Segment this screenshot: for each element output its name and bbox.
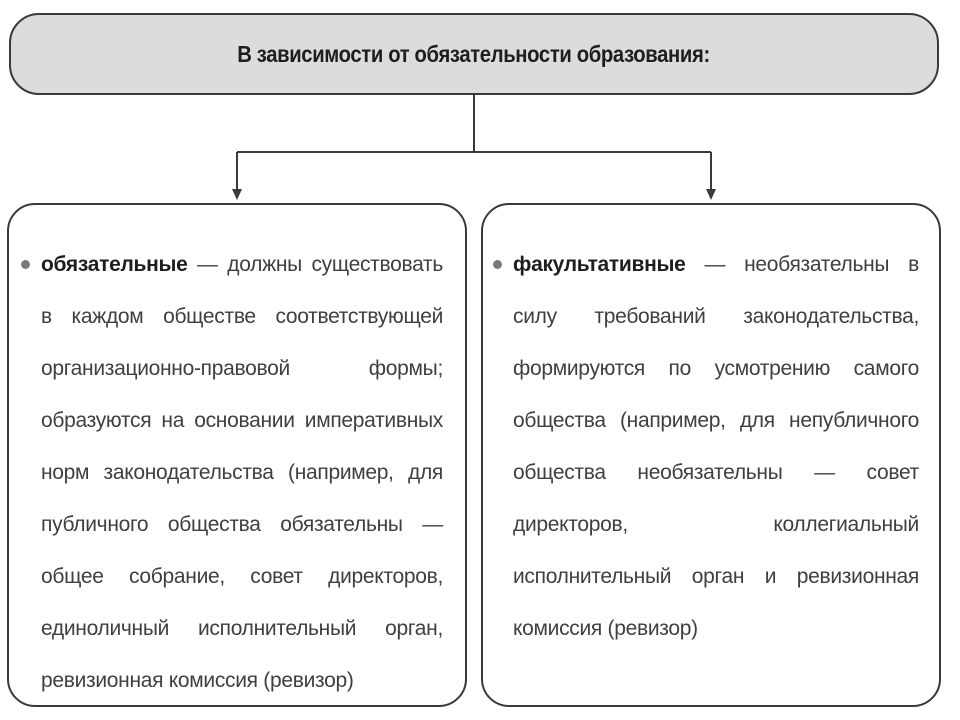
connector-lines: [0, 0, 960, 210]
mandatory-description: — должны существовать в каждом обществе соответствующей организационно-правовой формы; образуются на основании императивных норм законодательства (например, для публичного общества обязательны — общее собрание, совет директоров, единоличный исполнительный орган, ревизионная комиссия (ревизор): [41, 253, 443, 692]
left-arrow-icon: [232, 189, 242, 200]
mandatory-term: обязательные: [41, 253, 188, 276]
bullet-icon: [493, 260, 502, 269]
right-arrow-icon: [706, 189, 716, 200]
header-title: В зависимости от обязательности образования:: [237, 40, 711, 67]
mandatory-card: [7, 203, 467, 707]
optional-card: [481, 203, 941, 707]
optional-term: факультативные: [513, 253, 686, 276]
mandatory-text: [41, 239, 443, 707]
optional-text: [513, 239, 919, 655]
optional-description: — необязательны в силу требований законодательства, формируются по усмотрению самого общества (например, для непубличного общества необязательны — совет директоров, коллегиальный исполнительный орган и ревизионная комиссия (ревизор): [513, 253, 919, 640]
bullet-icon: [21, 260, 30, 269]
